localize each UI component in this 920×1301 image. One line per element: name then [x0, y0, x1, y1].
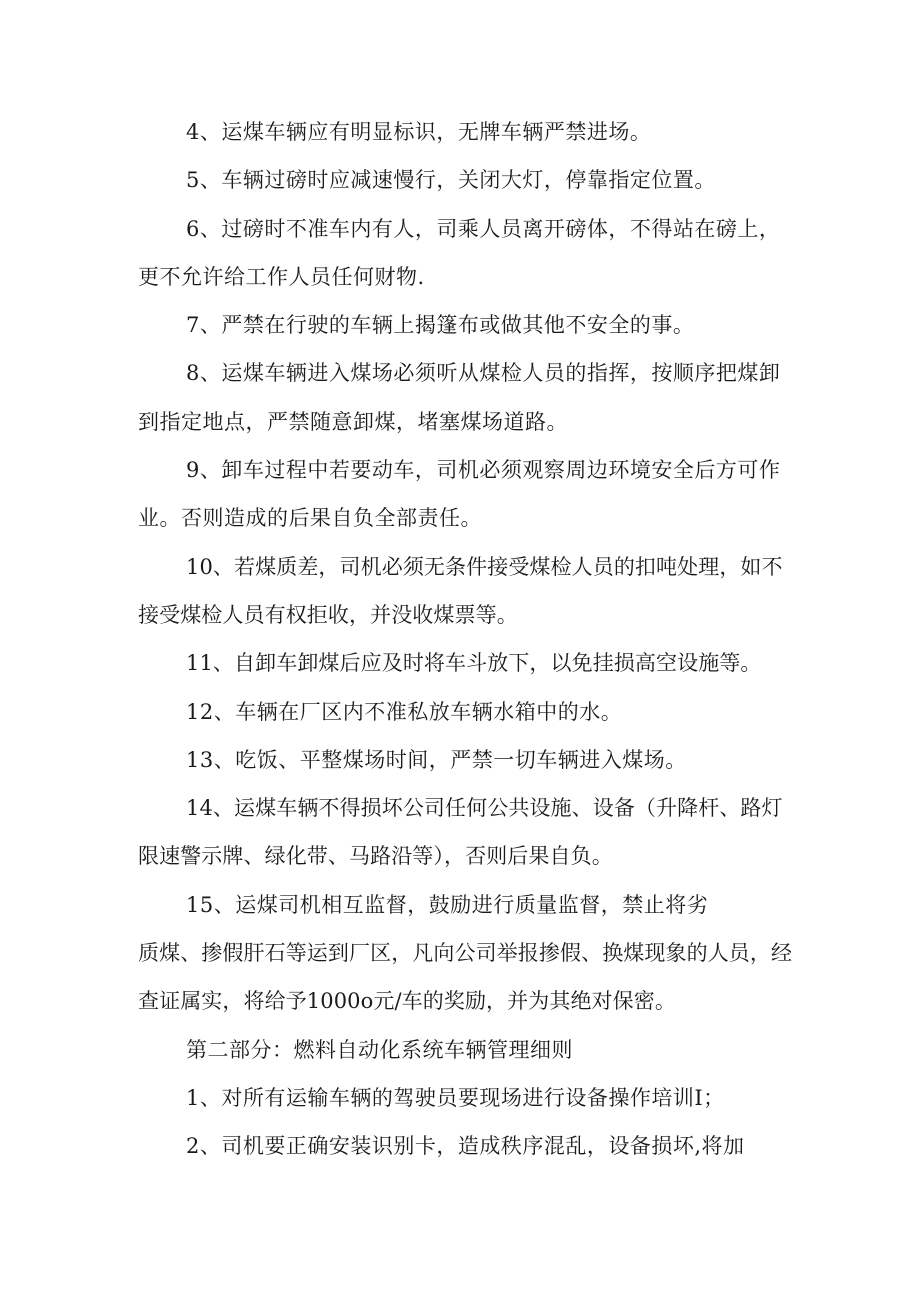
part-two-item-1: 1、对所有运输车辆的驾驶员要现场进行设备操作培训I； [186, 1085, 725, 1110]
rule-item-14: 14、运煤车辆不得损坏公司任何公共设施、设备（升降杆、路灯限速警示牌、绿化带、马路沿等），否则后果自负。 [138, 796, 783, 869]
document-body [138, 108, 800, 1171]
rule-item-6: 6、过磅时不准车内有人，司乘人员离开磅体，不得站在磅上，更不允许给工作人员任何财物. [138, 216, 781, 289]
rule-item-10: 10、若煤质差，司机必须无条件接受煤检人员的扣吨处理，如不接受煤检人员有权拒收，并没收煤票等。 [138, 554, 783, 627]
rule-item-4: 4、运煤车辆应有明显标识，无牌车辆严禁进场。 [186, 120, 652, 144]
rule-item-15: 15、运煤司机相互监督，鼓励进行质量监督，禁止将劣 [186, 892, 709, 917]
rule-item-12: 12、车辆在厂区内不准私放车辆水箱中的水。 [186, 699, 623, 724]
rule-item-15-continued: 质煤、掺假肝石等运到厂区，凡向公司举报掺假、换煤现象的人员，经查证属实，将给予1000o元/车的奖励，并为其绝对保密。 [138, 941, 793, 1014]
rule-item-11: 11、自卸车卸煤后应及时将车斗放下，以免挂损高空设施等。 [186, 651, 762, 676]
rule-item-13: 13、吃饭、平整煤场时间，严禁一切车辆进入煤场。 [186, 747, 687, 772]
rule-item-8: 8、运煤车辆进入煤场必须听从煤检人员的指挥，按顺序把煤卸到指定地点，严禁随意卸煤，堵塞煤场道路。 [138, 361, 781, 434]
rule-item-9: 9、卸车过程中若要动车，司机必须观察周边环境安全后方可作业。否则造成的后果自负全部责任。 [138, 458, 781, 531]
rule-item-7: 7、严禁在行驶的车辆上揭篷布或做其他不安全的事。 [186, 313, 695, 338]
rule-item-5: 5、车辆过磅时应减速慢行，关闭大灯，停靠指定位置。 [186, 168, 716, 193]
section-heading-part-two: 第二部分：燃料自动化系统车辆管理细则 [186, 1037, 573, 1062]
part-two-item-2: 2、司机要正确安装识别卡，造成秩序混乱，设备损坏,将加 [186, 1134, 745, 1159]
